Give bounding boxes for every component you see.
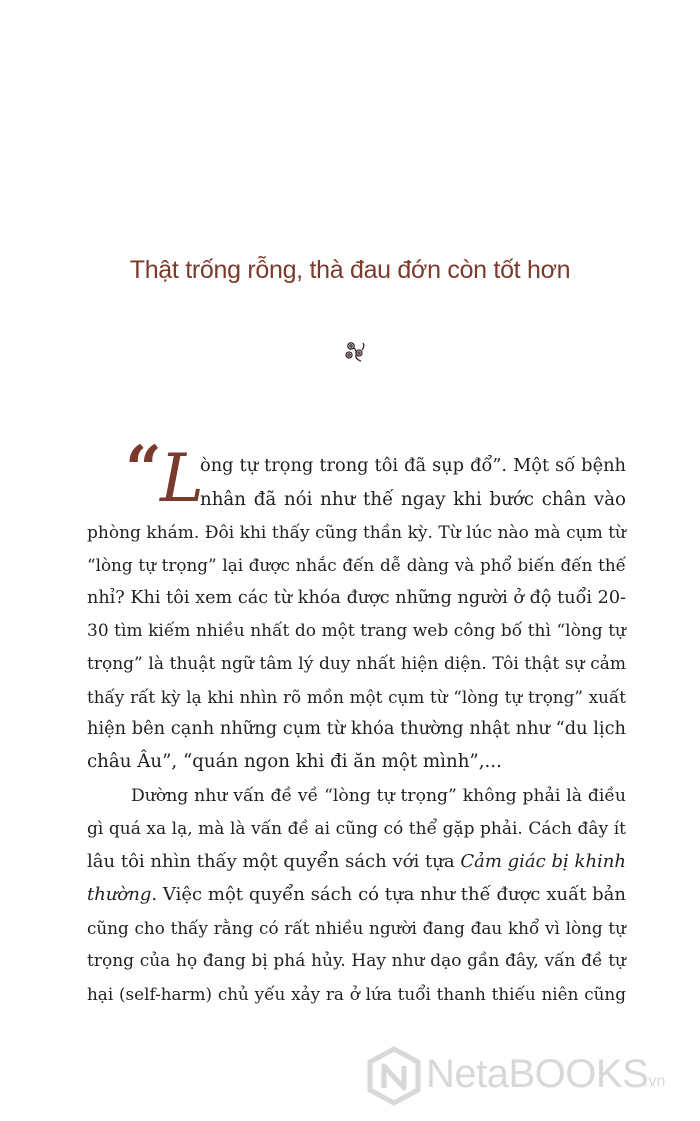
paragraph2-line [87,885,626,905]
opening-quote-mark: “ [125,432,162,507]
book-title-italic: Cảm giác bị khinh [460,851,626,872]
floral-ornament-icon [342,338,368,364]
paragraph1-line: trọng” là thuật ngữ tâm lý duy nhất hiện diện. Tôi thật sự cảm [87,654,626,674]
paragraph1-line: châu Âu”, “quán ngon khi đi ăn một mình”,... [87,751,502,772]
paragraph2-text: . Việc một quyển sách có tựa như thế được xuất bản [151,884,626,905]
paragraph2-line: cũng cho thấy rằng có rất nhiều người đang đau khổ vì lòng tự [87,918,626,938]
paragraph1-line: òng tự trọng trong tôi đã sụp đổ”. Một số bệnh [200,455,626,476]
book-title-italic: thường [87,884,152,905]
paragraph2-line: hại (self-harm) chủ yếu xảy ra ở lứa tuổi thanh thiếu niên cũng [87,984,626,1004]
watermark [366,1046,686,1106]
paragraph1-line: nhỉ? Khi tôi xem các từ khóa được những người ở độ tuổi 20- [87,588,626,608]
watermark-suffix: .vn [644,1073,666,1090]
paragraph1-line: “lòng tự trọng” lại được nhắc đến dễ dàng và phổ biến đến thế [87,555,626,575]
paragraph1-line: thấy rất kỳ lạ khi nhìn rõ mồn một cụm từ “lòng tự trọng” xuất [87,687,626,707]
netabooks-logo-icon [366,1046,422,1106]
chapter-title: Thật trống rỗng, thà đau đớn còn tốt hơn [129,256,571,284]
paragraph2-line: Dường như vấn đề về “lòng tự trọng” không phải là điều [131,786,626,806]
paragraph1-line: 30 tìm kiếm nhiều nhất do một trang web công bố thì “lòng tự [87,621,626,641]
paragraph2-text: lâu tôi nhìn thấy một quyển sách với tựa [87,851,461,872]
paragraph1-line: hiện bên cạnh những cụm từ khóa thường nhật như “du lịch [87,718,627,739]
paragraph2-line: trọng của họ đang bị phá hủy. Hay như dạo gần đây, vấn đề tự [87,951,626,971]
paragraph2-line: gì quá xa lạ, mà là vấn đề ai cũng có thể gặp phải. Cách đây ít [87,819,626,839]
watermark-brand: NetaBOOKS [426,1052,649,1096]
paragraph1-line: nhân đã nói như thế ngay khi bước chân vào [200,489,626,510]
drop-cap: L [160,440,204,517]
paragraph1-line: phòng khám. Đôi khi thấy cũng thần kỳ. Từ lúc nào mà cụm từ [87,523,626,543]
paragraph2-line [87,852,626,872]
